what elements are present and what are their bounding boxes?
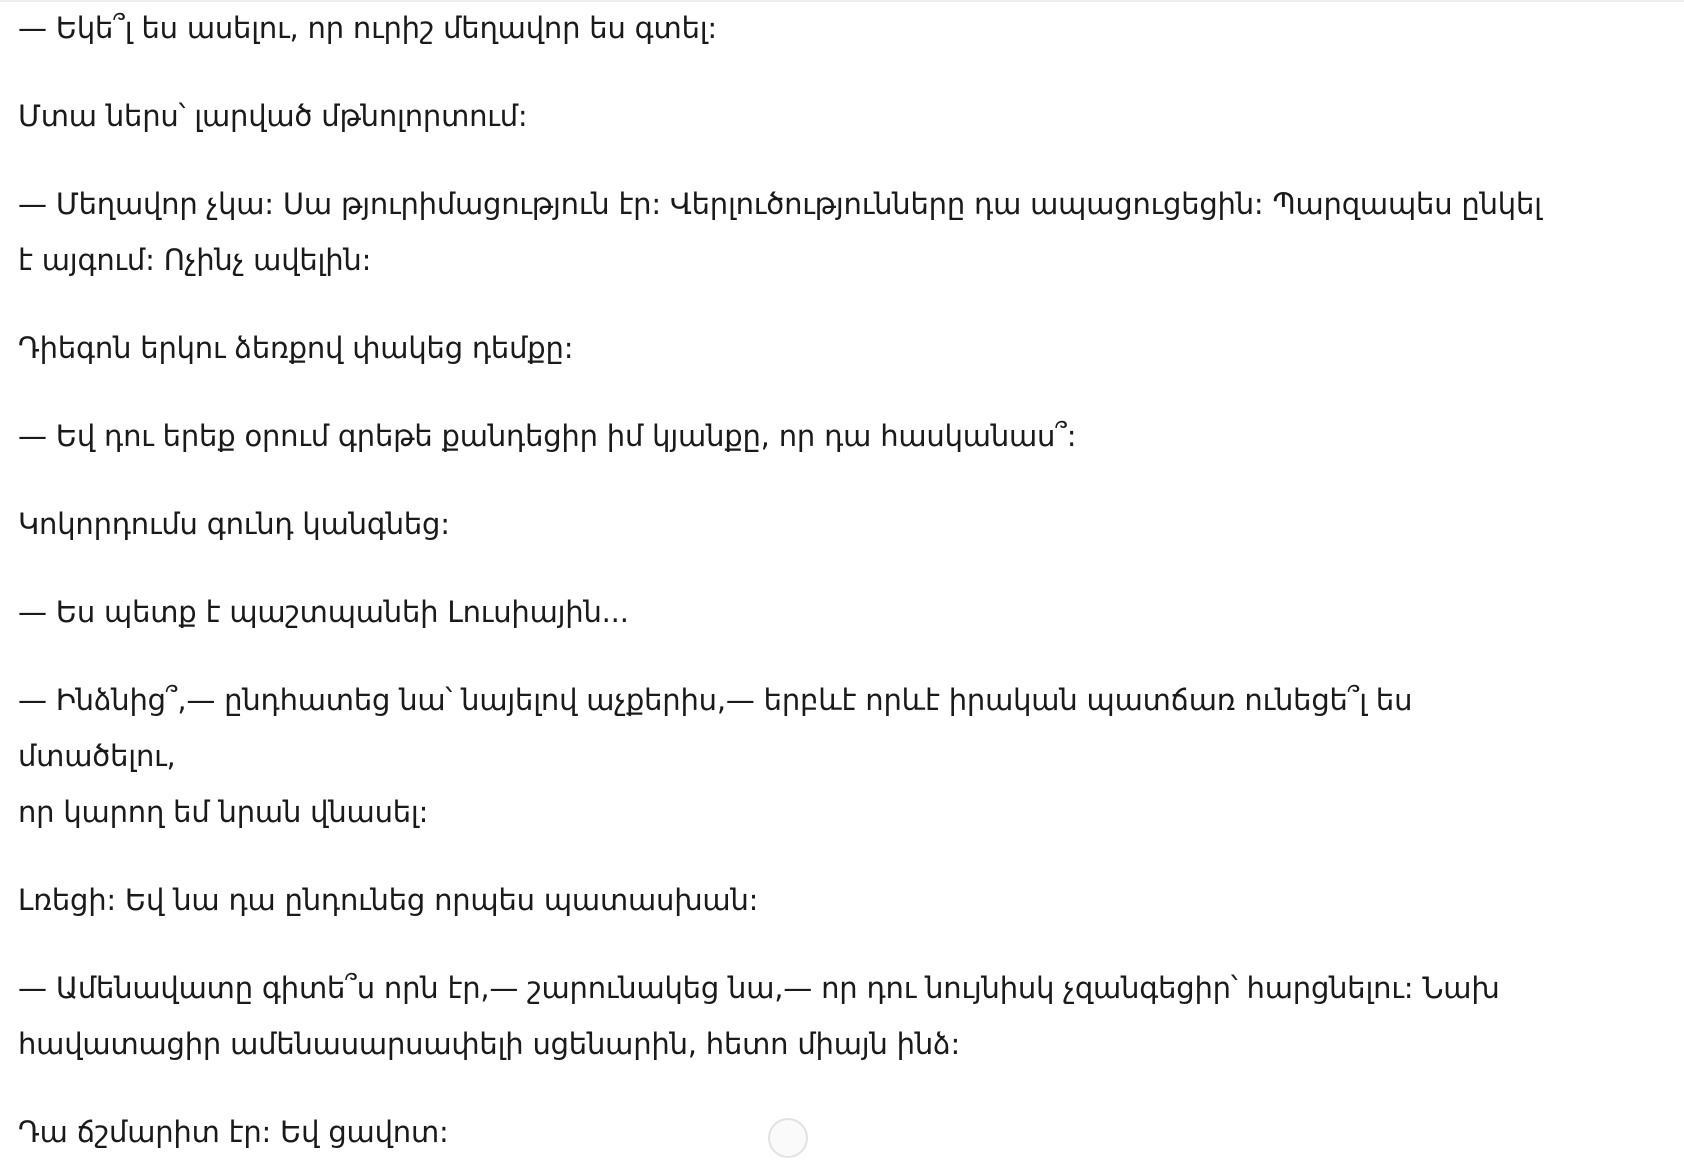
paragraph-line: որ կարող եմ նրան վնասել: bbox=[18, 795, 429, 829]
paragraph-line: — Ինձնից՞,— ընդհատեց նա՝ նայելով աչքերիս,— երբևէ որևէ իրական պատճառ ունեցե՞լ ես մտածելու, bbox=[18, 683, 1413, 773]
paragraph-line: — Եվ դու երեք օրում գրեթե քանդեցիր իմ կյանքը, որ դա հասկանաս՞: bbox=[18, 419, 1077, 453]
paragraph-line: — Եկե՞լ ես ասելու, որ ուրիշ մեղավոր ես գտել: bbox=[18, 11, 717, 45]
paragraph-line: Դա ճշմարիտ էր: Եվ ցավոտ: bbox=[18, 1115, 449, 1149]
paragraph-9 bbox=[18, 872, 1578, 928]
paragraph-line: — Ամենավատը գիտե՞ս որն էր,— շարունակեց նա,— որ դու նույնիսկ չզանգեցիր՝ հարցնելու: Նախ bbox=[18, 971, 1500, 1005]
scroll-down-button[interactable] bbox=[768, 1118, 808, 1158]
paragraph-7 bbox=[18, 584, 1578, 640]
paragraph-line: Լռեցի: Եվ նա դա ընդունեց որպես պատասխան: bbox=[18, 883, 759, 917]
paragraph-1 bbox=[18, 0, 1578, 56]
paragraph-line: — Մեղավոր չկա: Սա թյուրիմացություն էր: Վերլուծությունները դա ապացուցեցին: Պարզապես ընկել bbox=[18, 187, 1542, 221]
paragraph-5 bbox=[18, 408, 1578, 464]
paragraph-line: Մտա ներս՝ լարված մթնոլորտում: bbox=[18, 99, 528, 133]
paragraph-line: Կոկորդումս գունդ կանգնեց: bbox=[18, 507, 450, 541]
paragraph-8 bbox=[18, 672, 1578, 840]
paragraph-4 bbox=[18, 320, 1578, 376]
paragraph-3 bbox=[18, 176, 1578, 288]
paragraph-line: է այգում: Ոչինչ ավելին: bbox=[18, 243, 372, 277]
paragraph-line: — Ես պետք է պաշտպանեի Լուսիային... bbox=[18, 595, 629, 629]
paragraph-10 bbox=[18, 960, 1578, 1072]
paragraph-6 bbox=[18, 496, 1578, 552]
paragraph-line: հավատացիր ամենասարսափելի սցենարին, հետո միայն ինձ: bbox=[18, 1027, 961, 1061]
paragraph-line: Դիեգոն երկու ձեռքով փակեց դեմքը: bbox=[18, 331, 574, 365]
paragraph-2 bbox=[18, 88, 1578, 144]
reader-text-area bbox=[18, 0, 1578, 1160]
